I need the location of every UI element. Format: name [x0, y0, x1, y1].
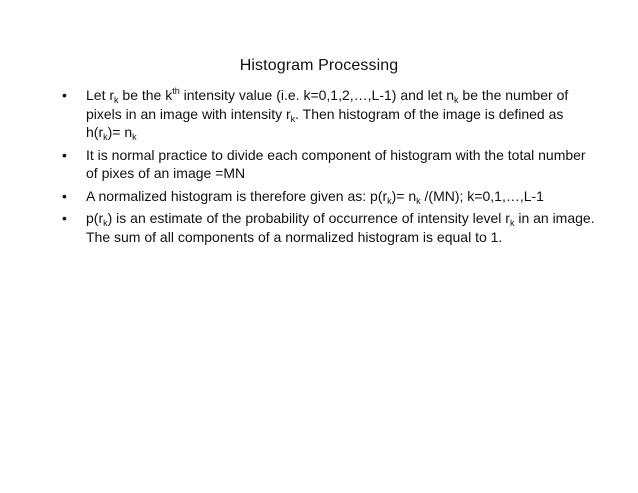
bullet-text: ) is an estimate of the probability of occurrence of intensity level r — [107, 210, 510, 226]
bullet-text: Let r — [86, 87, 115, 103]
subscript: k — [290, 113, 296, 124]
subscript: k — [509, 218, 515, 228]
bullet-item — [56, 86, 596, 142]
subscript: k — [103, 218, 108, 228]
bullet-text: It is normal practice to divide each component of histogram with the total number of pixes of an image =MN — [86, 146, 586, 181]
bullet-item — [56, 209, 596, 246]
bullet-text: . Then histogram of the image is defined as h(r — [86, 105, 564, 140]
bullet-text: be the number of pixels in an image with intensity r — [86, 87, 569, 122]
bullet-text: )= n — [391, 187, 417, 204]
subscript: k — [103, 132, 108, 142]
bullet-text: in an image. The sum of all components of a normalized histogram is equal to 1. — [86, 210, 595, 245]
superscript: th — [172, 86, 180, 96]
subscript: k — [387, 195, 392, 206]
bullet-text: p(r — [86, 210, 104, 226]
bullet-dot: • — [62, 187, 67, 204]
subscript: k — [132, 132, 137, 142]
bullet-dot: • — [62, 210, 67, 226]
bullet-text: )= n — [107, 124, 133, 140]
slide-title: Histogram Processing — [239, 57, 399, 74]
bullet-dot: • — [62, 87, 67, 103]
bullet-item — [56, 187, 596, 206]
bullet-text: A normalized histogram is therefore given as: p(r — [86, 187, 388, 204]
bullet-text: intensity value (i.e. k=0,1,2,…,L-1) and let n — [179, 87, 455, 103]
bullet-dot: • — [62, 146, 67, 163]
subscript: k — [416, 195, 421, 206]
subscript: k — [454, 95, 459, 105]
bullet-item — [56, 146, 596, 183]
subscript: k — [114, 95, 119, 105]
bullet-text: be the k — [118, 87, 173, 103]
bullet-list — [56, 86, 596, 250]
bullet-text: /(MN); k=0,1,…,L-1 — [420, 187, 544, 204]
